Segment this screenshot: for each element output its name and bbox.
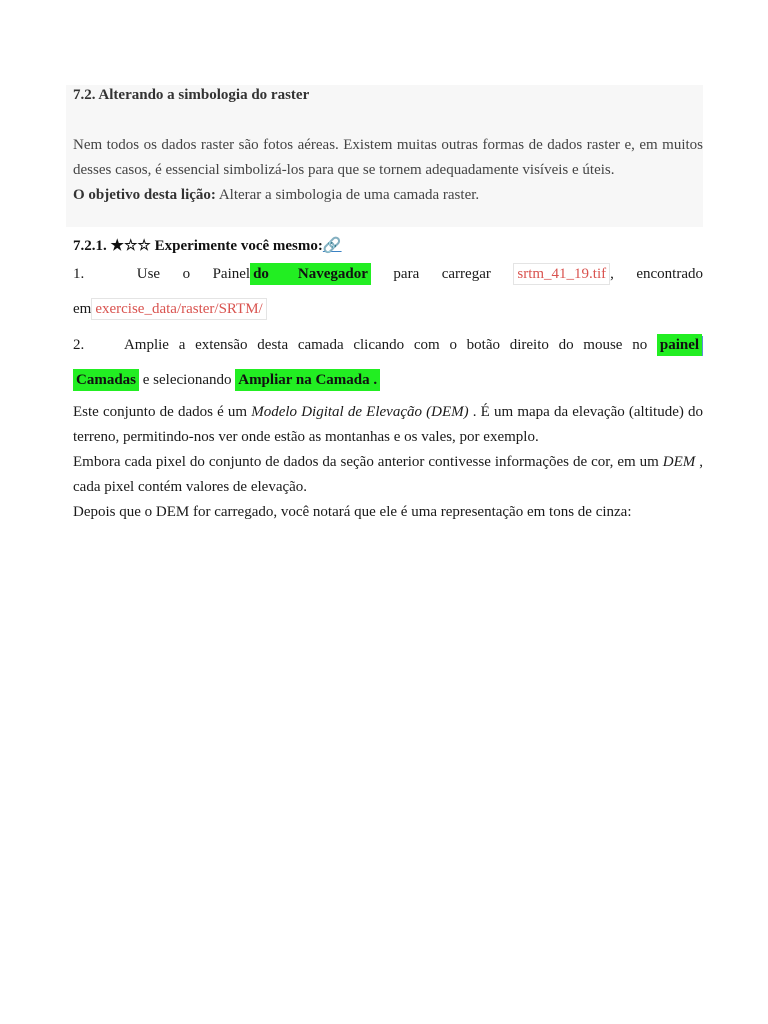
body-text	[73, 400, 703, 525]
step-1-word: para	[393, 266, 420, 282]
path-code: exercise_data/raster/SRTM/	[91, 298, 266, 320]
step-2-line-2	[73, 369, 703, 391]
step-1-word: Painel	[212, 266, 251, 282]
dem-term: Modelo Digital de Elevação (DEM)	[251, 404, 469, 420]
step-1-line-2	[73, 298, 703, 320]
objective-text: Alterar a simbologia de uma camada raster.	[215, 187, 480, 203]
step-2-word: direito	[509, 337, 549, 353]
dem-abbrev: DEM	[662, 454, 696, 470]
lesson-intro-box	[66, 85, 703, 227]
objective-paragraph	[73, 183, 703, 208]
grayscale-paragraph: Depois que o DEM for carregado, você notará que ele é uma representação em tons de cinza:	[73, 504, 632, 520]
step-2-number: 2.	[73, 337, 85, 353]
step-2-word: a	[178, 337, 186, 353]
step-2-line-1	[73, 334, 703, 356]
text-cursor	[702, 336, 703, 356]
step-1-word: em	[73, 301, 92, 317]
objective-label: O objetivo desta lição:	[73, 187, 216, 203]
layers-panel-label-cont: Camadas	[73, 369, 139, 391]
step-2-word: desta	[257, 337, 289, 353]
pixel-paragraph: Embora cada pixel do conjunto de dados da seção anterior contivesse informações de cor, em um DEM , cada pixel contém valores de elevação.	[73, 454, 703, 495]
section-heading: 7.2. Alterando a simbologia do raster	[73, 87, 310, 103]
dem-paragraph: Este conjunto de dados é um Modelo Digital de Elevação (DEM) . É um mapa da elevação (altitude) do terreno, permitindo-nos ver onde estão as montanhas e os vales, por exemplo.	[73, 404, 704, 445]
permalink-icon[interactable]: 🔗	[322, 238, 342, 254]
step-2-word: do	[558, 337, 574, 353]
step-2-word: camada	[297, 337, 344, 353]
step-1-word: encontrado	[636, 266, 703, 282]
step-1-word: carregar	[441, 266, 491, 282]
layers-panel-label: painel	[657, 334, 702, 356]
intro-paragraph: Nem todos os dados raster são fotos aéreas. Existem muitas outras formas de dados raster e, em muitos desses casos, é essencial simbolizá-los para que se tornem adequadamente visíveis e úteis.	[73, 137, 703, 178]
filename-code: srtm_41_19.tif	[513, 263, 610, 285]
browser-panel-label: do Navegador	[250, 263, 371, 285]
step-2-word: extensão	[195, 337, 248, 353]
subsection-title: 7.2.1. ★☆☆ Experimente você mesmo:	[73, 238, 323, 254]
step-2-word: Amplie	[123, 337, 169, 353]
subsection-heading	[73, 236, 342, 256]
step-2-word: no	[632, 337, 648, 353]
step-1-word: Use	[136, 266, 161, 282]
step-2-word: o	[449, 337, 457, 353]
step-2-word: botão	[466, 337, 500, 353]
step-2-text: e selecionando	[139, 372, 236, 388]
step-2-word: mouse	[583, 337, 623, 353]
step-1-number: 1.	[73, 266, 85, 282]
step-2-word: com	[413, 337, 440, 353]
step-1-line-1: 1. Use o Painel do Navegador para carregar srtm_41_19.tif , encontrado	[73, 263, 703, 285]
step-2-word: clicando	[353, 337, 405, 353]
zoom-to-layer-label: Ampliar na Camada .	[235, 369, 380, 391]
step-1-word: o	[182, 266, 191, 282]
